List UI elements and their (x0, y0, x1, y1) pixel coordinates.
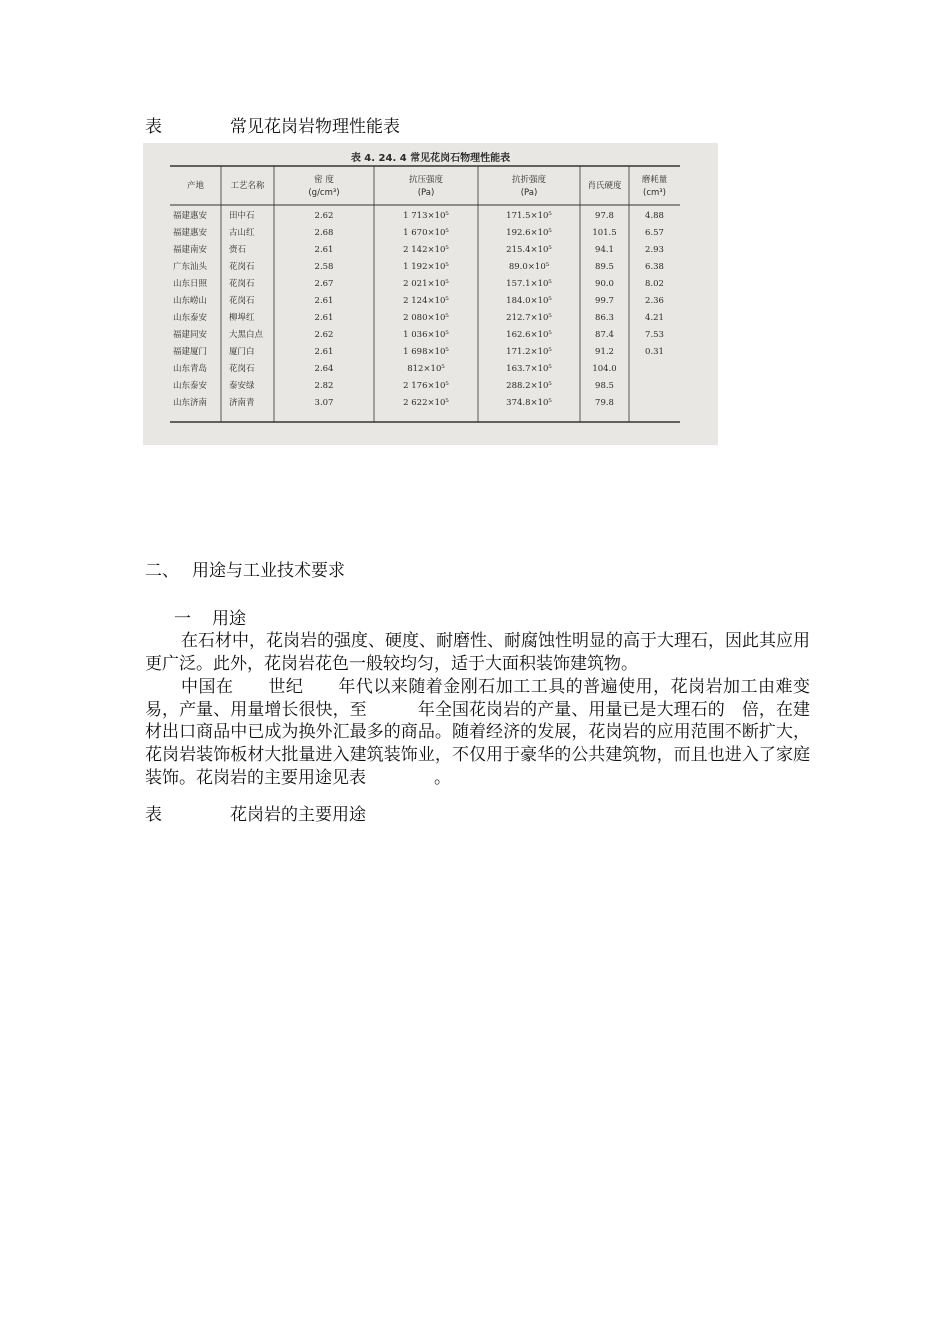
table-header-line: (cm³) (643, 188, 666, 198)
table-caption-title-2: 花岗岩的主要用途 (230, 805, 366, 825)
table-cell: 2.58 (314, 262, 334, 272)
table-cell: 花岗石 (229, 262, 255, 272)
table-cell: 97.8 (595, 211, 614, 221)
table-cell: 赍石 (229, 245, 247, 255)
table-cell: 山东日照 (173, 279, 208, 289)
table-cell: 福建厦门 (173, 347, 208, 357)
table-cell: 山东泰安 (173, 381, 208, 391)
table-header-line: 磨耗量 (641, 175, 668, 185)
table-cell: 2.61 (314, 296, 334, 306)
table-cell: 山东泰安 (173, 313, 208, 323)
table-cell: 2.36 (645, 296, 664, 306)
table-cell: 8.02 (645, 279, 664, 289)
table-cell: 212.7×10⁵ (506, 313, 552, 323)
table-cell: 171.2×10⁵ (506, 347, 552, 357)
scanned-table-image (143, 143, 718, 445)
table-cell: 2.82 (314, 381, 334, 391)
table-cell: 柳埠红 (229, 313, 255, 323)
table-cell: 6.38 (645, 262, 664, 272)
paragraph-usage-2: 中国在 世纪 年代以来随着金刚石加工工具的普遍使用，花岗岩加工由难变易，产量、用量增长很快，至 年全国花岗岩的产量、用量已是大理石的 倍，在建材出口商品中已成为换外汇最多的商品。随着经济的发展，花岗岩的应用范围不断扩大，花岗岩装饰板材大批量进入建筑装饰业，不仅用于豪华的公共建筑物，而且也进入了家庭装饰。花岗岩的主要用途见表 。 (145, 677, 810, 788)
scan-table-title: 表 4. 24. 4 常见花岗石物理性能表 (350, 153, 511, 164)
table-cell: 86.3 (595, 313, 614, 323)
table-cell: 0.31 (645, 347, 664, 357)
table-cell: 2.61 (314, 313, 334, 323)
table-cell: 2 080×10⁵ (403, 313, 449, 323)
table-cell: 101.5 (592, 228, 617, 238)
table-cell: 104.0 (592, 364, 617, 374)
table-cell: 古山红 (229, 228, 255, 238)
table-cell: 花岗石 (229, 296, 255, 306)
table-caption-title: 常见花岗岩物理性能表 (230, 117, 400, 137)
table-cell: 79.8 (595, 398, 614, 408)
table-cell: 4.21 (645, 313, 664, 323)
table-header-cell (374, 174, 478, 200)
subsection-number: 一 (174, 609, 191, 629)
table-cell: 98.5 (595, 381, 614, 391)
table-cell: 2 176×10⁵ (403, 381, 449, 391)
table-cell: 7.53 (645, 330, 664, 340)
table-cell: 2.61 (314, 347, 334, 357)
table-cell: 2 142×10⁵ (403, 245, 449, 255)
table-header-line: 抗折强度 (511, 175, 546, 185)
table-header-cell (221, 180, 274, 193)
table-cell: 90.0 (595, 279, 614, 289)
table-cell: 2 622×10⁵ (403, 398, 449, 408)
table-cell: 87.4 (595, 330, 614, 340)
table-header-cell (580, 180, 629, 193)
table-cell: 花岗石 (229, 279, 255, 289)
table-cell: 157.1×10⁵ (506, 279, 552, 289)
table-header-cell (170, 180, 221, 193)
table-cell: 1 192×10⁵ (403, 262, 449, 272)
table-cell: 福建惠安 (173, 211, 208, 221)
table-header-cell (478, 174, 580, 200)
table-cell: 91.2 (595, 347, 614, 357)
table-header-line: (Pa) (520, 188, 538, 198)
table-cell: 288.2×10⁵ (506, 381, 552, 391)
table-cell: 福建惠安 (173, 228, 208, 238)
table-header-line: (g/cm³) (308, 188, 340, 198)
subsection-title: 用途 (212, 609, 246, 629)
table-cell: 89.0×10⁵ (508, 262, 550, 272)
table-cell: 6.57 (645, 228, 664, 238)
table-header-line: 工艺名称 (230, 181, 265, 191)
table-cell: 2 021×10⁵ (403, 279, 449, 289)
table-cell: 162.6×10⁵ (506, 330, 552, 340)
table-header-line: 密 度 (314, 175, 334, 185)
table-header-line: (Pa) (417, 188, 435, 198)
table-header-cell (629, 174, 680, 200)
table-cell: 泰安绿 (229, 381, 255, 391)
table-cell: 215.4×10⁵ (506, 245, 552, 255)
section-number: 二、 (145, 561, 179, 581)
table-cell: 1 713×10⁵ (403, 211, 449, 221)
table-cell: 1 670×10⁵ (403, 228, 449, 238)
table-caption-label: 表 (145, 117, 162, 137)
table-cell: 山东崂山 (173, 296, 208, 306)
table-cell: 2 124×10⁵ (403, 296, 449, 306)
table-caption-label-2: 表 (145, 805, 162, 825)
table-cell: 济南青 (229, 398, 255, 408)
table-cell: 山东济南 (173, 398, 208, 408)
table-cell: 192.6×10⁵ (506, 228, 552, 238)
table-cell: 2.64 (314, 364, 334, 374)
table-header-line: 抗压强度 (408, 175, 443, 185)
table-cell: 广东汕头 (173, 262, 208, 272)
table-header-line: 产地 (186, 181, 204, 191)
table-cell: 福建南安 (173, 245, 208, 255)
table-cell: 3.07 (314, 398, 334, 408)
table-cell: 2.68 (314, 228, 334, 238)
table-cell: 厦门白 (229, 347, 255, 357)
table-cell: 田中石 (229, 211, 255, 221)
table-cell: 大黑白点 (229, 330, 264, 340)
table-cell: 1 698×10⁵ (403, 347, 449, 357)
table-cell: 812×10⁵ (407, 364, 445, 374)
section-title: 用途与工业技术要求 (192, 561, 345, 581)
table-cell: 99.7 (595, 296, 614, 306)
table-cell: 374.8×10⁵ (506, 398, 552, 408)
table-cell: 171.5×10⁵ (506, 211, 552, 221)
paragraph-usage-1: 在石材中，花岗岩的强度、硬度、耐磨性、耐腐蚀性明显的高于大理石，因此其应用更广泛。此外，花岗岩花色一般较均匀，适于大面积装饰建筑物。 (145, 631, 810, 674)
table-cell: 4.88 (645, 211, 664, 221)
table-cell: 2.62 (314, 330, 334, 340)
table-cell: 2.62 (314, 211, 334, 221)
table-cell: 2.67 (314, 279, 334, 289)
table-cell: 184.0×10⁵ (506, 296, 552, 306)
table-cell: 福建同安 (173, 330, 208, 340)
table-cell: 94.1 (595, 245, 614, 255)
table-cell: 1 036×10⁵ (403, 330, 449, 340)
table-header-cell (274, 174, 374, 200)
table-cell: 2.93 (645, 245, 664, 255)
table-cell: 2.61 (314, 245, 334, 255)
table-cell: 花岗石 (229, 364, 255, 374)
table-header-line: 肖氏硬度 (587, 181, 622, 191)
table-cell: 89.5 (595, 262, 614, 272)
table-cell: 山东青岛 (173, 364, 208, 374)
table-cell: 163.7×10⁵ (506, 364, 552, 374)
